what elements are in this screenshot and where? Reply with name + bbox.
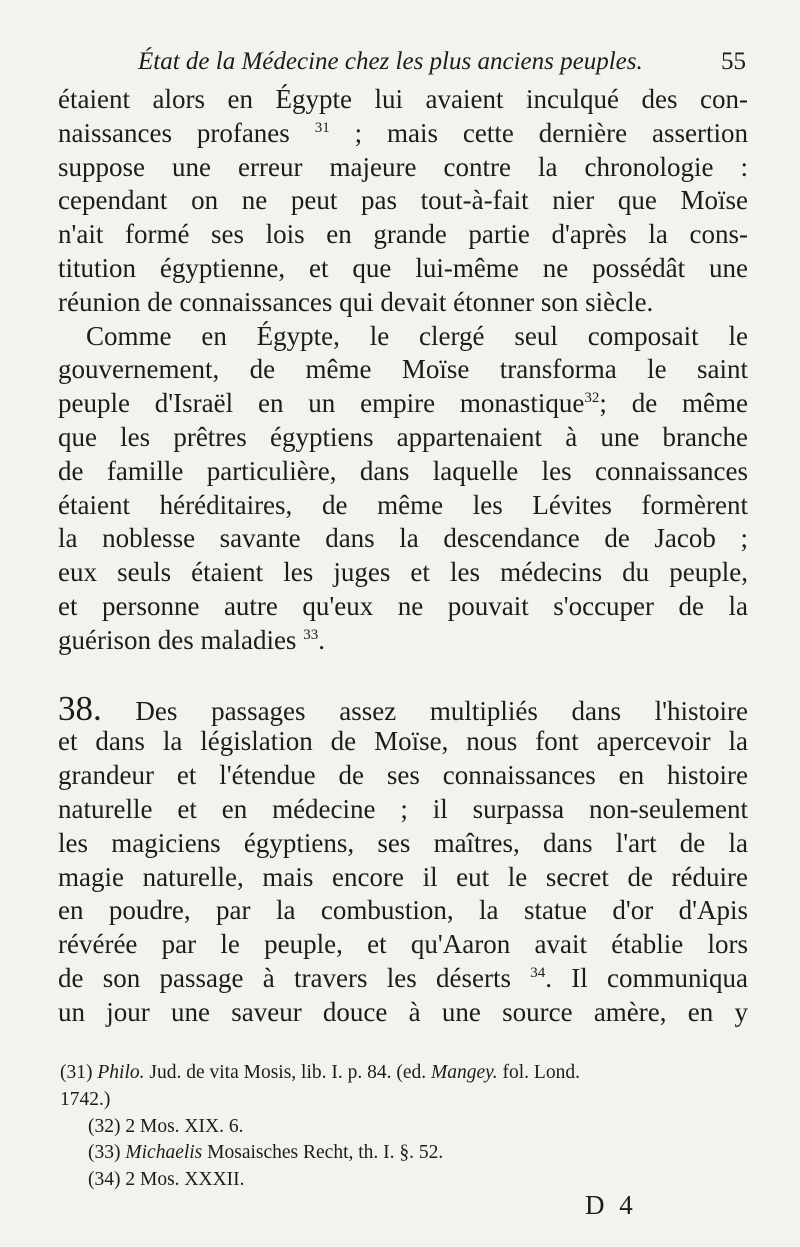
text-line: les magiciens égyptiens, ses maîtres, dans l'art de la <box>58 827 748 858</box>
text-line: de son passage à travers les déserts $^{34}$. Il communiqua <box>58 962 749 993</box>
text-line: n'ait formé ses lois en grande partie d'après la cons- <box>58 219 748 250</box>
text-line: la noblesse savante dans la descendance de Jacob ; <box>58 523 748 554</box>
footnote-31-continuation: 1742.) <box>60 1088 111 1110</box>
text-line: titution égyptienne, et que lui-même ne possédât une <box>58 252 748 283</box>
footnotes <box>60 1060 750 1194</box>
footnote-ref-34: 34 <box>530 964 546 981</box>
text-line: un jour une saveur douce à une source amère, en y <box>58 996 748 1027</box>
footnote-ref-32: 32 <box>584 390 600 407</box>
section-number: 38. <box>58 688 102 728</box>
footnote-33: (33) Michaelis Mosaisches Recht, th. I. §. 52. <box>88 1142 444 1164</box>
text-line: magie naturelle, mais encore il eut le secret de réduire <box>58 861 748 892</box>
text-line: grandeur et l'étendue de ses connaissances en histoire <box>58 760 748 791</box>
text-line: eux seuls étaient les juges et les médecins du peuple, <box>58 557 748 588</box>
footnote-ref-33: 33 <box>303 626 319 643</box>
text-line: suppose une erreur majeure contre la chronologie : <box>58 151 748 182</box>
body-text <box>58 83 748 1030</box>
text-line: de famille particulière, dans laquelle les connaissances <box>58 455 748 486</box>
text-line: en poudre, par la combustion, la statue d'or d'Apis <box>58 895 748 926</box>
footnote-ref-31: 31 <box>314 119 330 136</box>
text-line: peuple d'Israël en un empire monastique$^{32}$; de même <box>58 388 748 419</box>
header-title: État de la Médecine chez les plus anciens peuples. <box>138 48 643 75</box>
signature-mark: D 4 <box>585 1190 637 1220</box>
text-line: et dans la législation de Moïse, nous font apercevoir la <box>58 726 748 757</box>
footnote-32: (32) 2 Mos. XIX. 6. <box>88 1115 244 1137</box>
footnote-31: (31) Philo. Jud. de vita Mosis, lib. I. p. 84. (ed. Mangey. fol. Lond. <box>60 1062 580 1083</box>
text-line: gouvernement, de même Moïse transforma le saint <box>58 354 748 385</box>
text-line: réunion de connaissances qui devait étonner son siècle. <box>58 286 654 317</box>
text-line: étaient héréditaires, de même les Lévites formèrent <box>58 489 748 520</box>
footnote-34: (34) 2 Mos. XXXII. <box>88 1169 245 1191</box>
text-line: que les prêtres égyptiens appartenaient à une branche <box>58 421 748 452</box>
text-line: cependant on ne peut pas tout-à-fait nier que Moïse <box>58 185 748 216</box>
text-line: étaient alors en Égypte lui avaient inculqué des con- <box>58 84 748 114</box>
text-line: Comme en Égypte, le clergé seul composait le <box>86 320 748 351</box>
text-line: 38. Des passages assez multipliés dans l'histoire <box>58 688 749 728</box>
text-line: naissances profanes $^{31}$ ; mais cette dernière assertion <box>58 117 749 148</box>
text-line: guérison des maladies $^{33}$. <box>58 624 325 655</box>
text-line: naturelle et en médecine ; il surpassa non-seulement <box>58 793 748 824</box>
running-header <box>58 44 748 84</box>
page-number: 55 <box>721 48 746 75</box>
text-line: et personne autre qu'eux ne pouvait s'occuper de la <box>58 590 748 621</box>
text-line: révérée par le peuple, et qu'Aaron avait établie lors <box>58 929 748 960</box>
